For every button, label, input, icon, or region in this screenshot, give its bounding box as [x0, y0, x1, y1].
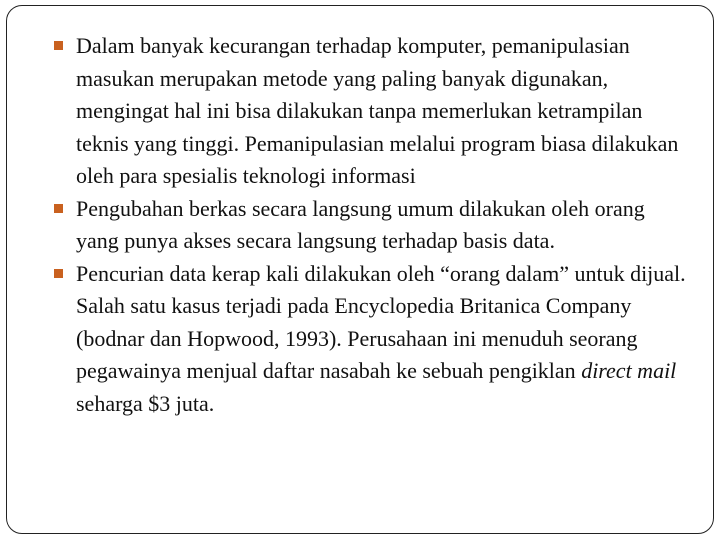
square-bullet-icon [54, 269, 63, 278]
bullet-list [52, 30, 692, 420]
bullet-item-input-manipulation [52, 30, 692, 193]
bullet-text-after: seharga $3 juta. [76, 390, 215, 416]
bullet-text-emphasis: direct mail [581, 358, 677, 383]
square-bullet-icon [54, 204, 63, 213]
bullet-text: Pengubahan berkas secara langsung umum dilakukan oleh orang yang punya akses secara langsung terhadap basis data. [76, 195, 645, 253]
bullet-text: Dalam banyak kecurangan terhadap komputer, pemanipulasian masukan merupakan metode yang paling banyak digunakan, mengingat hal ini bisa dilakukan tanpa memerlukan ketrampilan teknis yang tinggi. Pemanipulasian melalui program biasa dilakukan oleh para spesialis teknologi informasi [76, 33, 679, 188]
bullet-item-file-modification [52, 193, 692, 258]
square-bullet-icon [54, 41, 63, 50]
bullet-text-before: Pencurian data kerap kali dilakukan oleh “orang dalam” untuk dijual. Salah satu kasus terjadi pada Encyclopedia Britanica Company (bodnar dan Hopwood, 1993). Perusahaan ini menuduh seorang pegawainya menjual daftar nasabah ke sebuah pengiklan [76, 260, 686, 383]
bullet-item-data-theft [52, 258, 692, 421]
